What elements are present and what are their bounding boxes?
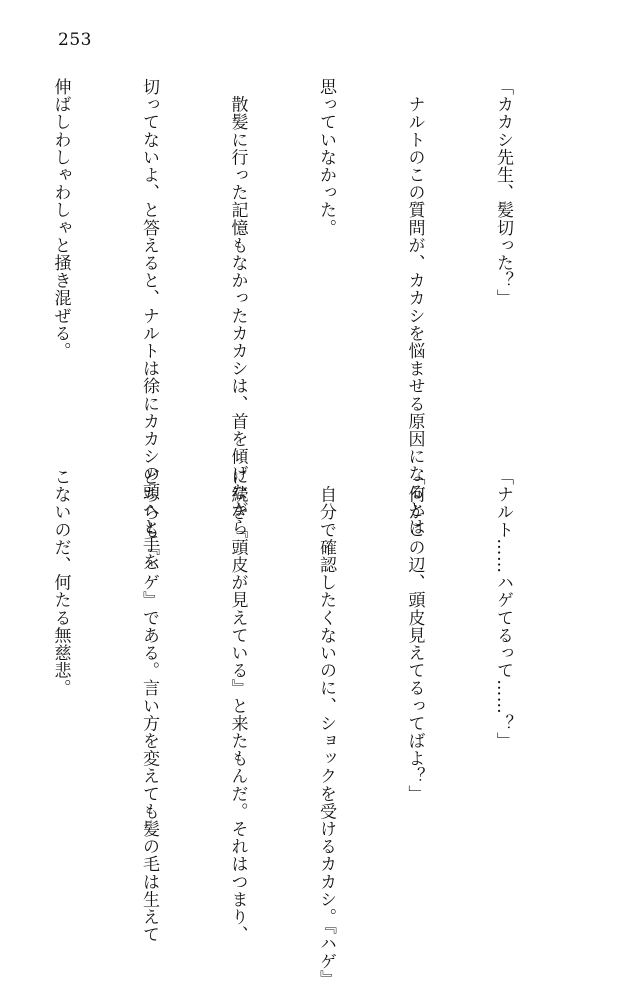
text-line: 「ナルト……ハゲてるって……？」	[493, 468, 513, 750]
page-number: 253	[58, 30, 92, 50]
text-block-top	[0, 78, 576, 571]
text-line: 「何かこの辺、頭皮見えてるってばよ？」	[404, 468, 425, 803]
text-line: ナルトのこの質問が、カカシを悩ませる原因になるとは	[404, 78, 425, 536]
text-line: に続き『頭皮が見えている』と来たもんだ。それはつまり、	[227, 468, 248, 944]
text-line: こないのだ、何たる無慈悲。	[50, 468, 71, 697]
text-line: 切ってないよ、と答えると、ナルトは徐にカカシの頭へと手を	[139, 78, 159, 571]
text-block-bottom	[0, 468, 576, 988]
text-line: 「カカシ先生、髪切った？」	[493, 78, 513, 307]
text-line: どちらも『ハゲ』である。言い方を変えても髪の毛は生えて	[139, 468, 159, 944]
text-line: 自分で確認したくないのに、ショックを受けるカカシ。『ハゲ』	[316, 468, 336, 988]
text-line: 思っていなかった。	[316, 78, 336, 237]
text-line: 散髪に行った記憶もなかったカカシは、首を傾げながら	[227, 78, 248, 536]
text-line: 伸ばしわしゃわしゃと掻き混ぜる。	[50, 78, 71, 360]
